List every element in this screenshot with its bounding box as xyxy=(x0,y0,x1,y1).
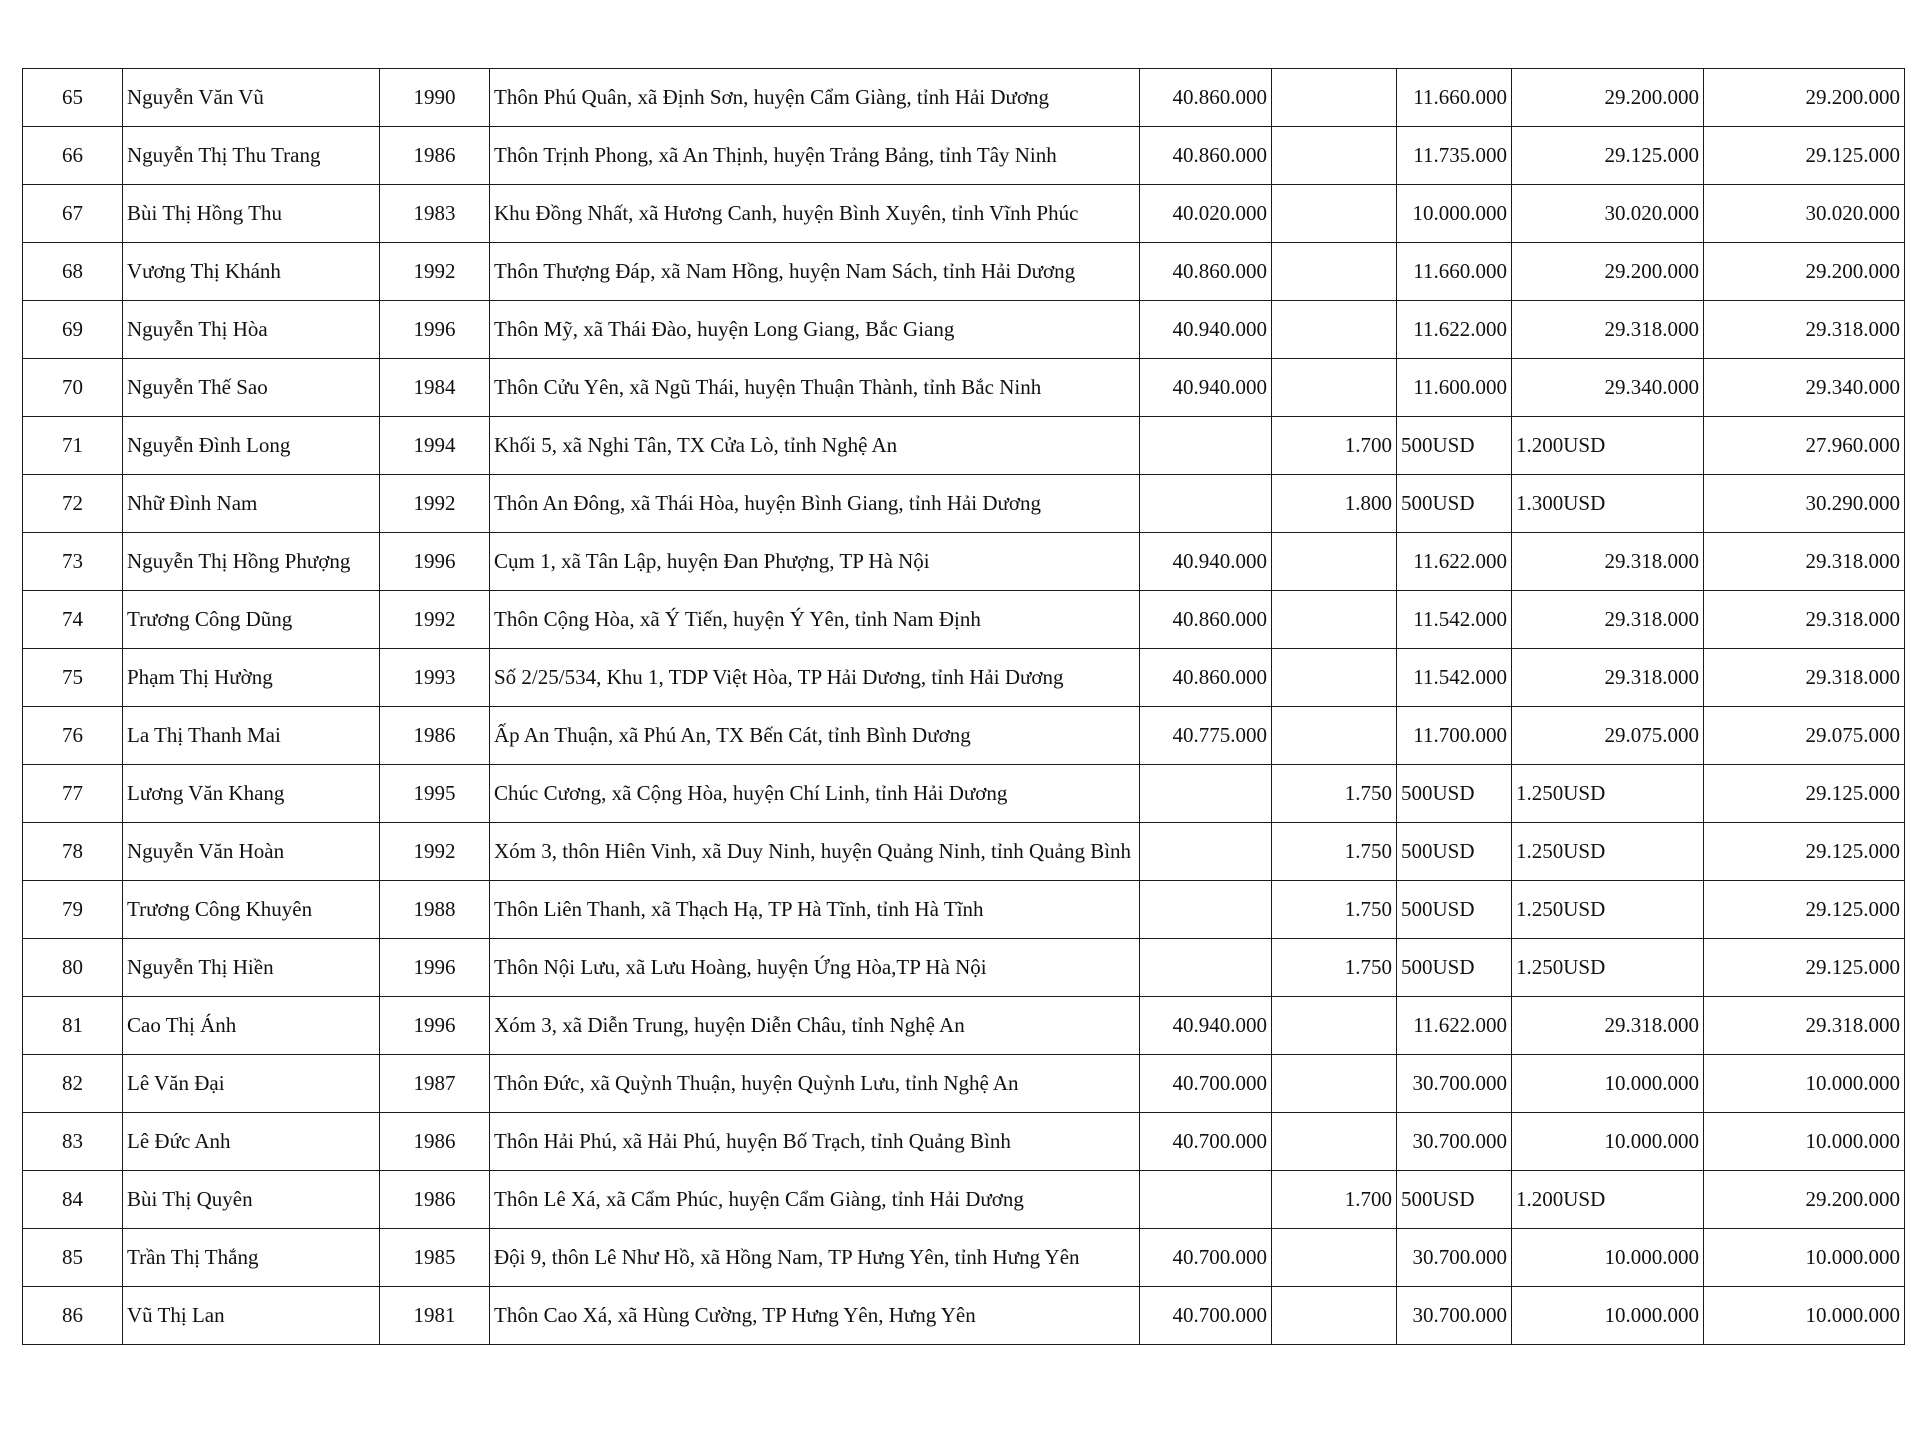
cell-amount-final: 10.000.000 xyxy=(1704,1055,1905,1113)
cell-stt: 66 xyxy=(23,127,123,185)
cell-amount-remaining: 10.000.000 xyxy=(1512,1287,1704,1345)
cell-amount-usd xyxy=(1272,707,1397,765)
cell-amount-usd xyxy=(1272,649,1397,707)
cell-full-name: Nguyễn Đình Long xyxy=(123,417,380,475)
cell-amount-remaining: 29.340.000 xyxy=(1512,359,1704,417)
cell-amount-total xyxy=(1140,823,1272,881)
cell-amount-remaining: 29.200.000 xyxy=(1512,69,1704,127)
cell-full-name: Vũ Thị Lan xyxy=(123,1287,380,1345)
cell-amount-total: 40.860.000 xyxy=(1140,127,1272,185)
cell-birth-year: 1992 xyxy=(380,243,490,301)
cell-stt: 70 xyxy=(23,359,123,417)
cell-amount-final: 29.200.000 xyxy=(1704,69,1905,127)
cell-stt: 81 xyxy=(23,997,123,1055)
cell-birth-year: 1981 xyxy=(380,1287,490,1345)
cell-stt: 82 xyxy=(23,1055,123,1113)
cell-amount-final: 29.200.000 xyxy=(1704,1171,1905,1229)
cell-amount-paid: 500USD xyxy=(1397,417,1512,475)
table-row xyxy=(23,301,1905,359)
cell-stt: 69 xyxy=(23,301,123,359)
cell-amount-remaining: 1.200USD xyxy=(1512,1171,1704,1229)
cell-amount-usd xyxy=(1272,997,1397,1055)
table-row xyxy=(23,1113,1905,1171)
cell-amount-remaining: 29.200.000 xyxy=(1512,243,1704,301)
cell-address: Thôn Hải Phú, xã Hải Phú, huyện Bố Trạch, tỉnh Quảng Bình xyxy=(490,1113,1140,1171)
cell-amount-remaining: 1.300USD xyxy=(1512,475,1704,533)
cell-amount-paid: 500USD xyxy=(1397,823,1512,881)
cell-amount-paid: 30.700.000 xyxy=(1397,1055,1512,1113)
table-row xyxy=(23,1287,1905,1345)
cell-stt: 80 xyxy=(23,939,123,997)
cell-full-name: Trần Thị Thắng xyxy=(123,1229,380,1287)
cell-address: Thôn An Đông, xã Thái Hòa, huyện Bình Giang, tỉnh Hải Dương xyxy=(490,475,1140,533)
cell-amount-usd xyxy=(1272,185,1397,243)
cell-amount-paid: 30.700.000 xyxy=(1397,1113,1512,1171)
cell-amount-remaining: 1.200USD xyxy=(1512,417,1704,475)
cell-amount-usd: 1.750 xyxy=(1272,939,1397,997)
cell-birth-year: 1996 xyxy=(380,301,490,359)
cell-address: Ấp An Thuận, xã Phú An, TX Bến Cát, tỉnh Bình Dương xyxy=(490,707,1140,765)
cell-birth-year: 1983 xyxy=(380,185,490,243)
cell-amount-paid: 11.700.000 xyxy=(1397,707,1512,765)
cell-amount-final: 29.340.000 xyxy=(1704,359,1905,417)
cell-amount-total: 40.700.000 xyxy=(1140,1229,1272,1287)
cell-full-name: Nguyễn Thị Hòa xyxy=(123,301,380,359)
cell-address: Khối 5, xã Nghi Tân, TX Cửa Lò, tỉnh Nghệ An xyxy=(490,417,1140,475)
cell-amount-remaining: 1.250USD xyxy=(1512,823,1704,881)
cell-full-name: Bùi Thị Quyên xyxy=(123,1171,380,1229)
cell-amount-usd: 1.700 xyxy=(1272,1171,1397,1229)
cell-amount-usd xyxy=(1272,533,1397,591)
cell-full-name: Nguyễn Thế Sao xyxy=(123,359,380,417)
table-row xyxy=(23,243,1905,301)
cell-amount-usd: 1.800 xyxy=(1272,475,1397,533)
table-row xyxy=(23,591,1905,649)
cell-amount-remaining: 29.318.000 xyxy=(1512,533,1704,591)
cell-birth-year: 1992 xyxy=(380,475,490,533)
table-row xyxy=(23,939,1905,997)
cell-amount-usd: 1.750 xyxy=(1272,823,1397,881)
cell-amount-final: 29.125.000 xyxy=(1704,939,1905,997)
cell-full-name: Nguyễn Văn Vũ xyxy=(123,69,380,127)
cell-amount-total xyxy=(1140,417,1272,475)
cell-address: Khu Đồng Nhất, xã Hương Canh, huyện Bình Xuyên, tỉnh Vĩnh Phúc xyxy=(490,185,1140,243)
cell-amount-final: 27.960.000 xyxy=(1704,417,1905,475)
cell-birth-year: 1988 xyxy=(380,881,490,939)
cell-full-name: Lê Văn Đại xyxy=(123,1055,380,1113)
cell-amount-paid: 10.000.000 xyxy=(1397,185,1512,243)
cell-amount-usd xyxy=(1272,1229,1397,1287)
cell-amount-paid: 30.700.000 xyxy=(1397,1287,1512,1345)
cell-amount-remaining: 29.125.000 xyxy=(1512,127,1704,185)
cell-stt: 77 xyxy=(23,765,123,823)
cell-birth-year: 1984 xyxy=(380,359,490,417)
cell-address: Thôn Trịnh Phong, xã An Thịnh, huyện Trảng Bảng, tỉnh Tây Ninh xyxy=(490,127,1140,185)
cell-birth-year: 1987 xyxy=(380,1055,490,1113)
cell-amount-paid: 11.600.000 xyxy=(1397,359,1512,417)
cell-full-name: Cao Thị Ánh xyxy=(123,997,380,1055)
cell-amount-remaining: 29.318.000 xyxy=(1512,649,1704,707)
cell-stt: 78 xyxy=(23,823,123,881)
cell-amount-final: 10.000.000 xyxy=(1704,1229,1905,1287)
cell-amount-paid: 500USD xyxy=(1397,881,1512,939)
cell-birth-year: 1986 xyxy=(380,707,490,765)
cell-address: Thôn Cửu Yên, xã Ngũ Thái, huyện Thuận Thành, tỉnh Bắc Ninh xyxy=(490,359,1140,417)
cell-amount-usd xyxy=(1272,1287,1397,1345)
cell-amount-final: 29.318.000 xyxy=(1704,591,1905,649)
cell-amount-total: 40.700.000 xyxy=(1140,1055,1272,1113)
cell-stt: 68 xyxy=(23,243,123,301)
cell-amount-paid: 500USD xyxy=(1397,765,1512,823)
cell-stt: 65 xyxy=(23,69,123,127)
cell-address: Cụm 1, xã Tân Lập, huyện Đan Phượng, TP Hà Nội xyxy=(490,533,1140,591)
cell-amount-total: 40.940.000 xyxy=(1140,533,1272,591)
cell-amount-final: 29.125.000 xyxy=(1704,765,1905,823)
cell-amount-usd xyxy=(1272,591,1397,649)
cell-amount-final: 29.318.000 xyxy=(1704,649,1905,707)
cell-address: Thôn Phú Quân, xã Định Sơn, huyện Cẩm Giàng, tỉnh Hải Dương xyxy=(490,69,1140,127)
cell-amount-paid: 11.735.000 xyxy=(1397,127,1512,185)
cell-amount-final: 30.020.000 xyxy=(1704,185,1905,243)
table-row xyxy=(23,69,1905,127)
cell-address: Xóm 3, thôn Hiên Vinh, xã Duy Ninh, huyện Quảng Ninh, tỉnh Quảng Bình xyxy=(490,823,1140,881)
cell-amount-total xyxy=(1140,881,1272,939)
cell-birth-year: 1992 xyxy=(380,823,490,881)
cell-amount-final: 29.318.000 xyxy=(1704,533,1905,591)
cell-stt: 83 xyxy=(23,1113,123,1171)
cell-full-name: Trương Công Khuyên xyxy=(123,881,380,939)
cell-amount-final: 29.318.000 xyxy=(1704,301,1905,359)
cell-stt: 84 xyxy=(23,1171,123,1229)
cell-amount-paid: 11.542.000 xyxy=(1397,649,1512,707)
cell-stt: 79 xyxy=(23,881,123,939)
cell-amount-paid: 500USD xyxy=(1397,1171,1512,1229)
cell-full-name: Lương Văn Khang xyxy=(123,765,380,823)
cell-address: Thôn Cao Xá, xã Hùng Cường, TP Hưng Yên, Hưng Yên xyxy=(490,1287,1140,1345)
cell-amount-total: 40.940.000 xyxy=(1140,301,1272,359)
cell-address: Xóm 3, xã Diễn Trung, huyện Diễn Châu, tỉnh Nghệ An xyxy=(490,997,1140,1055)
cell-full-name: La Thị Thanh Mai xyxy=(123,707,380,765)
cell-amount-paid: 11.542.000 xyxy=(1397,591,1512,649)
cell-amount-usd xyxy=(1272,127,1397,185)
cell-stt: 74 xyxy=(23,591,123,649)
cell-amount-final: 29.200.000 xyxy=(1704,243,1905,301)
cell-amount-total: 40.860.000 xyxy=(1140,591,1272,649)
cell-amount-paid: 30.700.000 xyxy=(1397,1229,1512,1287)
cell-amount-remaining: 10.000.000 xyxy=(1512,1055,1704,1113)
cell-amount-final: 29.125.000 xyxy=(1704,881,1905,939)
cell-address: Thôn Nội Lưu, xã Lưu Hoàng, huyện Ứng Hòa,TP Hà Nội xyxy=(490,939,1140,997)
cell-stt: 76 xyxy=(23,707,123,765)
cell-amount-remaining: 1.250USD xyxy=(1512,939,1704,997)
cell-amount-final: 29.125.000 xyxy=(1704,823,1905,881)
cell-address: Chúc Cương, xã Cộng Hòa, huyện Chí Linh, tỉnh Hải Dương xyxy=(490,765,1140,823)
cell-stt: 86 xyxy=(23,1287,123,1345)
cell-full-name: Phạm Thị Hường xyxy=(123,649,380,707)
cell-amount-usd: 1.750 xyxy=(1272,881,1397,939)
cell-address: Thôn Thượng Đáp, xã Nam Hồng, huyện Nam Sách, tỉnh Hải Dương xyxy=(490,243,1140,301)
cell-birth-year: 1996 xyxy=(380,939,490,997)
cell-amount-usd xyxy=(1272,243,1397,301)
cell-address: Đội 9, thôn Lê Như Hồ, xã Hồng Nam, TP Hưng Yên, tỉnh Hưng Yên xyxy=(490,1229,1140,1287)
table-row xyxy=(23,1055,1905,1113)
cell-amount-paid: 11.660.000 xyxy=(1397,243,1512,301)
cell-amount-usd xyxy=(1272,359,1397,417)
table-row xyxy=(23,997,1905,1055)
cell-birth-year: 1986 xyxy=(380,1113,490,1171)
cell-amount-remaining: 29.318.000 xyxy=(1512,997,1704,1055)
cell-amount-total xyxy=(1140,765,1272,823)
cell-full-name: Nguyễn Thị Hiền xyxy=(123,939,380,997)
cell-amount-usd xyxy=(1272,301,1397,359)
cell-amount-remaining: 29.318.000 xyxy=(1512,591,1704,649)
cell-stt: 72 xyxy=(23,475,123,533)
cell-stt: 73 xyxy=(23,533,123,591)
table-body xyxy=(23,69,1905,1345)
cell-amount-usd: 1.700 xyxy=(1272,417,1397,475)
cell-birth-year: 1990 xyxy=(380,69,490,127)
cell-amount-final: 30.290.000 xyxy=(1704,475,1905,533)
cell-amount-paid: 11.622.000 xyxy=(1397,997,1512,1055)
cell-address: Thôn Đức, xã Quỳnh Thuận, huyện Quỳnh Lưu, tỉnh Nghệ An xyxy=(490,1055,1140,1113)
cell-birth-year: 1995 xyxy=(380,765,490,823)
cell-full-name: Trương Công Dũng xyxy=(123,591,380,649)
cell-full-name: Nguyễn Thị Thu Trang xyxy=(123,127,380,185)
table-row xyxy=(23,359,1905,417)
cell-birth-year: 1994 xyxy=(380,417,490,475)
table-row xyxy=(23,475,1905,533)
cell-amount-usd xyxy=(1272,69,1397,127)
cell-birth-year: 1986 xyxy=(380,127,490,185)
table-row xyxy=(23,823,1905,881)
table-row xyxy=(23,707,1905,765)
cell-amount-usd xyxy=(1272,1055,1397,1113)
cell-stt: 71 xyxy=(23,417,123,475)
cell-amount-total xyxy=(1140,939,1272,997)
cell-amount-final: 29.075.000 xyxy=(1704,707,1905,765)
cell-amount-paid: 11.622.000 xyxy=(1397,301,1512,359)
table-row xyxy=(23,649,1905,707)
cell-address: Thôn Cộng Hòa, xã Ý Tiến, huyện Ý Yên, tỉnh Nam Định xyxy=(490,591,1140,649)
cell-birth-year: 1986 xyxy=(380,1171,490,1229)
cell-birth-year: 1996 xyxy=(380,997,490,1055)
cell-amount-total: 40.860.000 xyxy=(1140,69,1272,127)
cell-full-name: Nguyễn Văn Hoàn xyxy=(123,823,380,881)
cell-amount-paid: 11.660.000 xyxy=(1397,69,1512,127)
cell-amount-total xyxy=(1140,1171,1272,1229)
cell-amount-remaining: 10.000.000 xyxy=(1512,1229,1704,1287)
table-row xyxy=(23,417,1905,475)
cell-amount-paid: 500USD xyxy=(1397,475,1512,533)
cell-amount-remaining: 1.250USD xyxy=(1512,765,1704,823)
cell-amount-total xyxy=(1140,475,1272,533)
document-page xyxy=(22,68,1904,1345)
table-row xyxy=(23,1171,1905,1229)
cell-birth-year: 1985 xyxy=(380,1229,490,1287)
cell-full-name: Vương Thị Khánh xyxy=(123,243,380,301)
cell-amount-final: 29.125.000 xyxy=(1704,127,1905,185)
table-row xyxy=(23,881,1905,939)
cell-amount-total: 40.020.000 xyxy=(1140,185,1272,243)
cell-amount-total: 40.940.000 xyxy=(1140,997,1272,1055)
cell-full-name: Lê Đức Anh xyxy=(123,1113,380,1171)
cell-birth-year: 1996 xyxy=(380,533,490,591)
cell-amount-final: 29.318.000 xyxy=(1704,997,1905,1055)
cell-address: Thôn Mỹ, xã Thái Đào, huyện Long Giang, Bắc Giang xyxy=(490,301,1140,359)
cell-amount-total: 40.860.000 xyxy=(1140,649,1272,707)
cell-amount-remaining: 29.318.000 xyxy=(1512,301,1704,359)
cell-stt: 85 xyxy=(23,1229,123,1287)
cell-amount-usd: 1.750 xyxy=(1272,765,1397,823)
cell-amount-remaining: 29.075.000 xyxy=(1512,707,1704,765)
cell-amount-final: 10.000.000 xyxy=(1704,1113,1905,1171)
cell-address: Thôn Lê Xá, xã Cẩm Phúc, huyện Cẩm Giàng, tỉnh Hải Dương xyxy=(490,1171,1140,1229)
cell-stt: 67 xyxy=(23,185,123,243)
cell-amount-total: 40.700.000 xyxy=(1140,1113,1272,1171)
cell-address: Số 2/25/534, Khu 1, TDP Việt Hòa, TP Hải Dương, tỉnh Hải Dương xyxy=(490,649,1140,707)
cell-amount-total: 40.775.000 xyxy=(1140,707,1272,765)
table-row xyxy=(23,127,1905,185)
cell-amount-total: 40.700.000 xyxy=(1140,1287,1272,1345)
cell-amount-total: 40.940.000 xyxy=(1140,359,1272,417)
cell-amount-remaining: 30.020.000 xyxy=(1512,185,1704,243)
cell-amount-remaining: 10.000.000 xyxy=(1512,1113,1704,1171)
table-row xyxy=(23,765,1905,823)
cell-amount-paid: 500USD xyxy=(1397,939,1512,997)
cell-full-name: Nguyễn Thị Hồng Phượng xyxy=(123,533,380,591)
cell-amount-paid: 11.622.000 xyxy=(1397,533,1512,591)
table-row xyxy=(23,185,1905,243)
cell-stt: 75 xyxy=(23,649,123,707)
cell-amount-final: 10.000.000 xyxy=(1704,1287,1905,1345)
cell-amount-usd xyxy=(1272,1113,1397,1171)
cell-amount-remaining: 1.250USD xyxy=(1512,881,1704,939)
cell-full-name: Bùi Thị Hồng Thu xyxy=(123,185,380,243)
table-row xyxy=(23,1229,1905,1287)
cell-birth-year: 1993 xyxy=(380,649,490,707)
cell-amount-total: 40.860.000 xyxy=(1140,243,1272,301)
cell-address: Thôn Liên Thanh, xã Thạch Hạ, TP Hà Tĩnh, tỉnh Hà Tĩnh xyxy=(490,881,1140,939)
cell-full-name: Nhữ Đình Nam xyxy=(123,475,380,533)
table-row xyxy=(23,533,1905,591)
worker-fee-table xyxy=(22,68,1905,1345)
cell-birth-year: 1992 xyxy=(380,591,490,649)
